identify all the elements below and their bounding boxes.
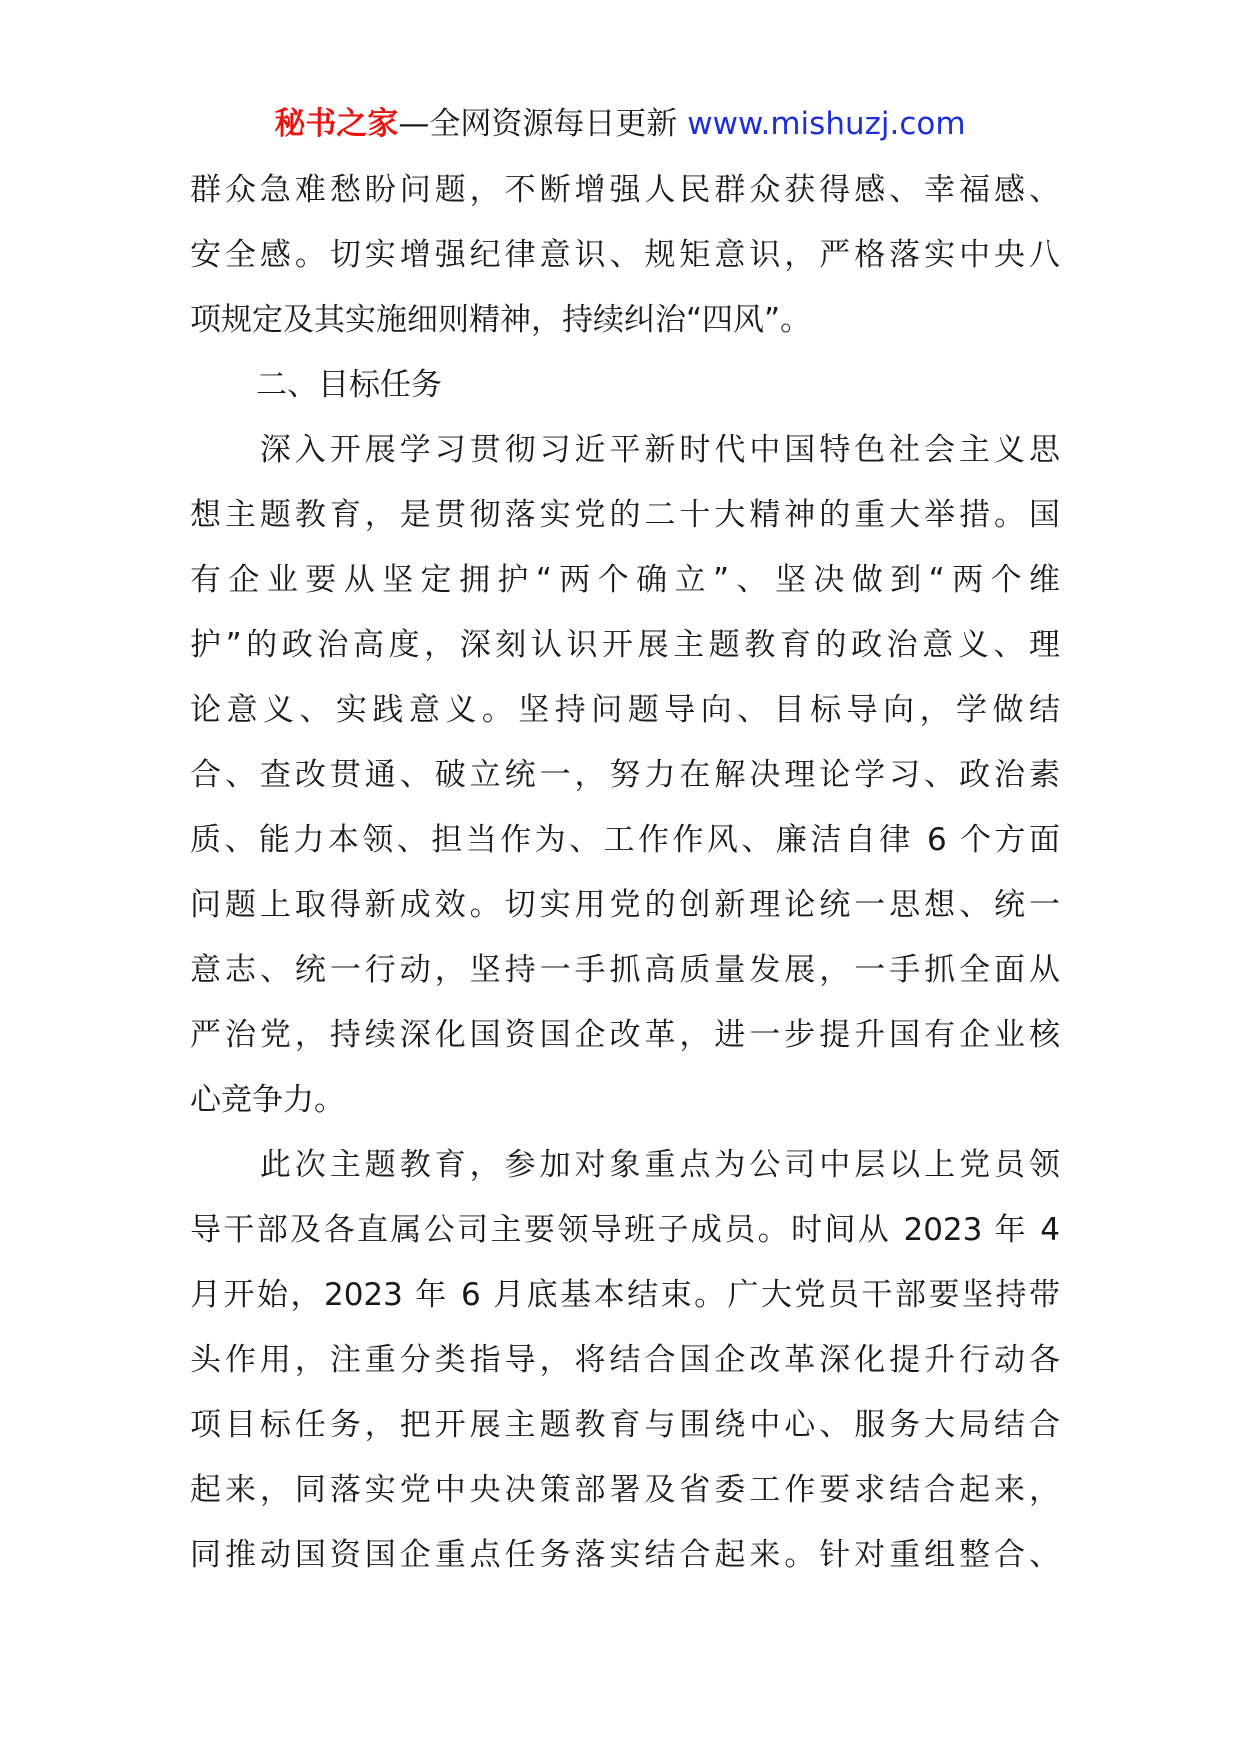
- text-line: 导干部及各直属公司主要领导班子成员。时间从 2023 年 4: [190, 1212, 1060, 1248]
- text-line: 头作用，注重分类指导，将结合国企改革深化提升行动各: [190, 1342, 1060, 1378]
- site-tagline: —全网资源每日更新: [398, 106, 678, 142]
- paragraph-goals: [190, 418, 1060, 1133]
- text-line: 群众急难愁盼问题，不断增强人民群众获得感、幸福感、: [190, 172, 1060, 208]
- text-line: 安全感。切实增强纪律意识、规矩意识，严格落实中央八: [190, 237, 1060, 273]
- text-line: 论意义、实践意义。坚持问题导向、目标导向，学做结: [190, 692, 1060, 728]
- site-header: [0, 102, 1240, 146]
- text-line: 深入开展学习贯彻习近平新时代中国特色社会主义思: [190, 432, 1060, 468]
- section-heading-text: 二、目标任务: [256, 367, 442, 403]
- text-line: 问题上取得新成效。切实用党的创新理论统一思想、统一: [190, 887, 1060, 923]
- text-line: 合、查改贯通、破立统一，努力在解决理论学习、政治素: [190, 757, 1060, 793]
- paragraph-scope: [190, 1133, 1060, 1588]
- text-line: 有企业要从坚定拥护“两个确立”、坚决做到“两个维: [190, 562, 1060, 598]
- document-body: [190, 158, 1060, 1588]
- text-line: 起来，同落实党中央决策部署及省委工作要求结合起来，: [190, 1472, 1060, 1508]
- text-line: 同推动国资国企重点任务落实结合起来。针对重组整合、: [190, 1537, 1060, 1573]
- site-brand: 秘书之家: [274, 106, 399, 142]
- text-line: 心竞争力。: [190, 1082, 345, 1118]
- text-line: 此次主题教育，参加对象重点为公司中层以上党员领: [190, 1147, 1060, 1183]
- paragraph-continued: [190, 158, 1060, 353]
- text-line: 严治党，持续深化国资国企改革，进一步提升国有企业核: [190, 1017, 1060, 1053]
- site-url-link[interactable]: www.mishuzj.com: [687, 106, 966, 142]
- text-line: 月开始，2023 年 6 月底基本结束。广大党员干部要坚持带: [190, 1277, 1060, 1313]
- text-line: 想主题教育，是贯彻落实党的二十大精神的重大举措。国: [190, 497, 1060, 533]
- text-line: 意志、统一行动，坚持一手抓高质量发展，一手抓全面从: [190, 952, 1060, 988]
- text-line: 质、能力本领、担当作为、工作作风、廉洁自律 6 个方面: [190, 822, 1060, 858]
- section-heading: [190, 353, 1060, 418]
- text-line: 项规定及其实施细则精神，持续纠治“四风”。: [190, 302, 812, 338]
- text-line: 项目标任务，把开展主题教育与围绕中心、服务大局结合: [190, 1407, 1060, 1443]
- text-line: 护”的政治高度，深刻认识开展主题教育的政治意义、理: [190, 627, 1060, 663]
